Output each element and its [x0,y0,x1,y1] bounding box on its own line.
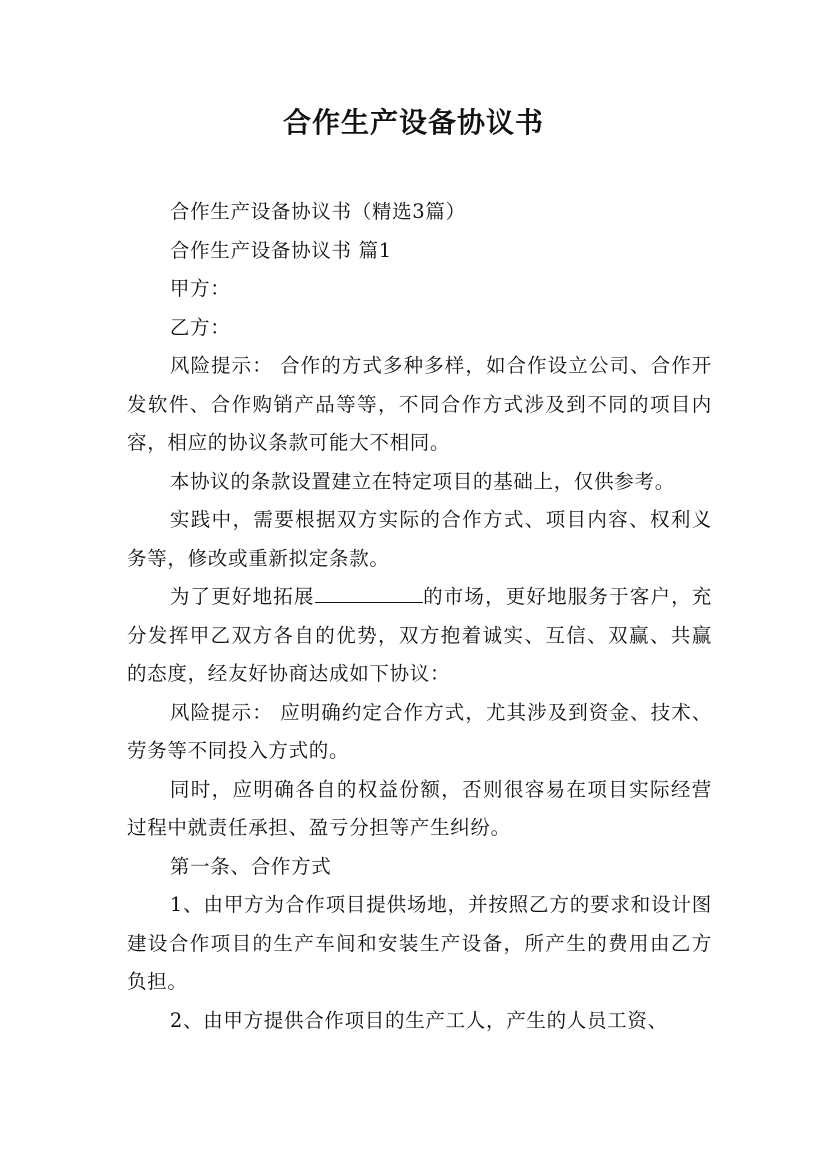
purpose-text-before: 为了更好地拓展 [169,585,315,608]
paragraph-party-a: 甲方： [169,277,231,300]
paragraph-reference-note: 本协议的条款设置建立在特定项目的基础上，仅供参考。 [169,469,675,493]
purpose-text-after: 的市场，更好地服务于客户，充分发挥甲乙双方各自的优势，双方抱着诚实、互信、双赢、共赢的态度，经友好协商达成如下协议： [127,585,712,685]
paragraph-subtitle: 合作生产设备协议书（精选3篇） [169,200,466,223]
paragraph-clause-1: 1、由甲方为合作项目提供场地，并按照乙方的要求和设计图建设合作项目的生产车间和安装生产设备，所产生的费用由乙方负担。 [127,893,712,993]
paragraph-clause-2: 2、由甲方提供合作项目的生产工人，产生的人员工资、 [169,1008,668,1032]
paragraph-article-1-heading: 第一条、合作方式 [169,854,332,878]
paragraph-part-heading: 合作生产设备协议书 篇1 [169,238,392,262]
paragraph-risk-note-2: 风险提示： 应明确约定合作方式，尤其涉及到资金、技术、劳务等不同投入方式的。 [127,700,712,762]
document-title: 合作生产设备协议书 [282,106,544,139]
paragraph-risk-note-1: 风险提示： 合作的方式多种多样，如合作设立公司、合作开发软件、合作购销产品等等，不同合作方式涉及到不同的项目内容，相应的协议条款可能大不相同。 [127,354,712,454]
paragraph-practice-note: 实践中，需要根据双方实际的合作方式、项目内容、权利义务等，修改或重新拟定条款。 [127,508,712,570]
document-body [127,193,712,1040]
paragraph-purpose [127,578,712,694]
paragraph-equity-note: 同时，应明确各自的权益份额，否则很容易在项目实际经营过程中就责任承担、盈亏分担等产生纠纷。 [127,777,712,839]
paragraph-party-b: 乙方： [169,315,231,339]
fill-in-blank-market[interactable] [315,583,423,604]
